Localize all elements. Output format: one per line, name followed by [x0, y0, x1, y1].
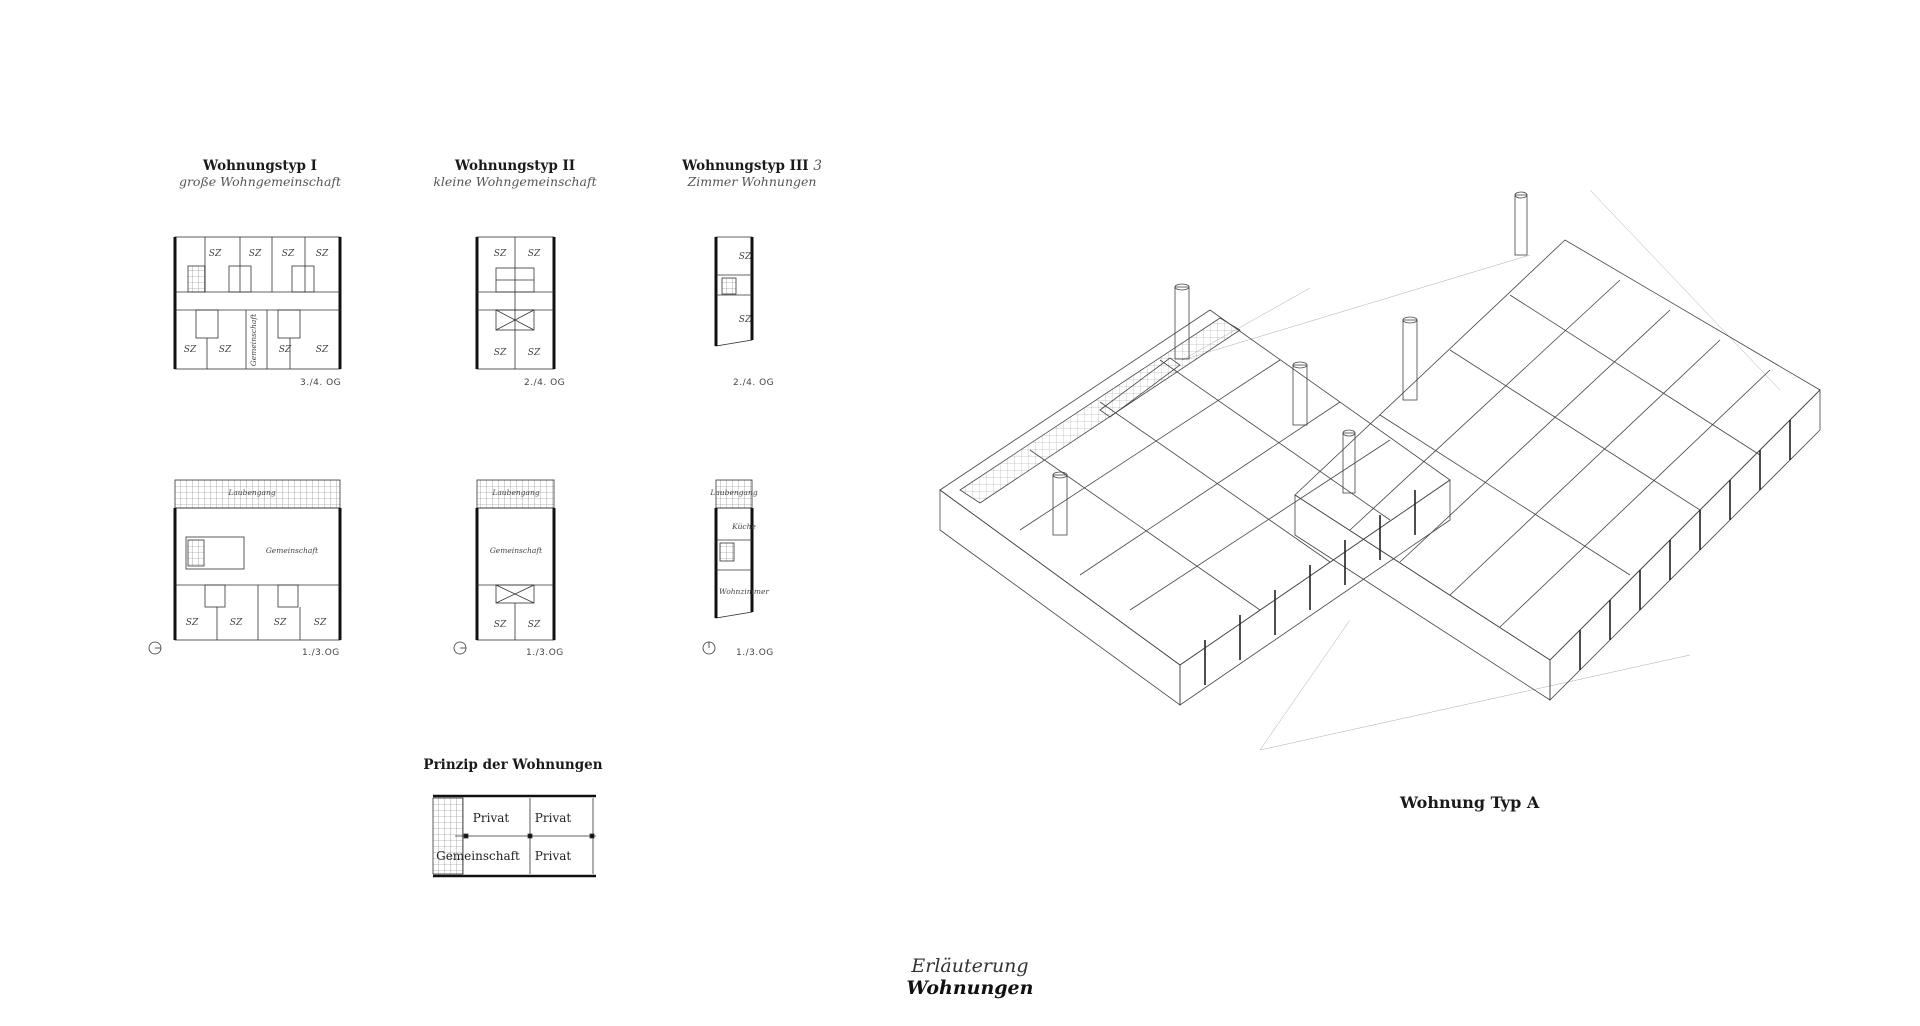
level-label: 1./3.OG: [526, 648, 564, 658]
plan-type-2-upper: [477, 237, 554, 369]
principle-label-gemeinschaft: Gemeinschaft: [436, 849, 520, 863]
footer: [860, 955, 1080, 999]
projection-lines: [1182, 190, 1780, 750]
north-arrow-icon: [703, 642, 715, 654]
level-label: 2./4. OG: [733, 378, 775, 388]
room-label: SZ: [278, 345, 292, 355]
room-label: SZ: [248, 249, 262, 259]
type-2-subtitle: kleine Wohngemeinschaft: [433, 174, 597, 189]
principle-label-privat: Privat: [534, 849, 572, 863]
axo-block-right: [1295, 240, 1820, 700]
level-label: 1./3.OG: [302, 648, 340, 658]
plan-type-2-lower: [477, 480, 554, 640]
axo-columns: [1053, 192, 1527, 535]
room-label: SZ: [315, 345, 329, 355]
room-label: SZ: [527, 249, 541, 259]
room-label: SZ: [281, 249, 295, 259]
principle-diagram: [433, 796, 596, 876]
room-label: SZ: [527, 348, 541, 358]
room-label: SZ: [273, 618, 287, 628]
principle-label-privat: Privat: [534, 811, 572, 825]
plan-type-1-lower: [175, 480, 340, 640]
room-label: SZ: [493, 620, 507, 630]
room-label-gemeinschaft: Gemeinschaft: [489, 546, 543, 555]
axonometric-title: Wohnung Typ A: [1400, 793, 1540, 812]
room-label: SZ: [313, 618, 327, 628]
room-label: SZ: [738, 252, 752, 262]
footer-line-1: Erläuterung: [911, 955, 1029, 977]
principle-label-privat: Privat: [472, 811, 510, 825]
level-label: 2./4. OG: [524, 378, 566, 388]
room-label: SZ: [527, 620, 541, 630]
level-label: 3./4. OG: [300, 378, 342, 388]
room-label-kueche: Küche: [732, 522, 756, 531]
type-3-title: Wohnungstyp III: [682, 158, 809, 174]
room-label: SZ: [185, 618, 199, 628]
room-label: SZ: [218, 345, 232, 355]
room-label: SZ: [229, 618, 243, 628]
room-label: SZ: [493, 348, 507, 358]
room-label: SZ: [183, 345, 197, 355]
type-1-subtitle: große Wohngemeinschaft: [178, 174, 342, 189]
room-label: SZ: [208, 249, 222, 259]
type-3-subtitle: Zimmer Wohnungen: [687, 174, 817, 189]
room-label-laubengang: Laubengang: [228, 488, 276, 497]
room-label: SZ: [493, 249, 507, 259]
principle-title: Prinzip der Wohnungen: [423, 757, 603, 773]
level-label: 1./3.OG: [736, 648, 774, 658]
footer-line-2: Wohnungen: [906, 977, 1034, 999]
room-label: SZ: [315, 249, 329, 259]
type-1-title: Wohnungstyp I: [203, 158, 317, 174]
north-arrow-icon: [454, 642, 466, 654]
axo-block-left: [940, 310, 1450, 705]
plan-type-3-lower: [716, 480, 752, 618]
axonometric-drawing: [930, 190, 1850, 880]
room-label-laubengang: Laubengang: [710, 488, 758, 497]
room-label-gemeinschaft: Gemeinschaft: [249, 313, 258, 367]
type-3-title-suffix: 3: [813, 158, 822, 174]
type-2-title: Wohnungstyp II: [454, 158, 576, 174]
room-label-wohnzimmer: Wohnzimmer: [719, 587, 769, 596]
room-label-gemeinschaft: Gemeinschaft: [265, 546, 319, 555]
room-label-laubengang: Laubengang: [492, 488, 540, 497]
room-label: SZ: [738, 315, 752, 325]
north-arrow-icon: [149, 642, 161, 654]
